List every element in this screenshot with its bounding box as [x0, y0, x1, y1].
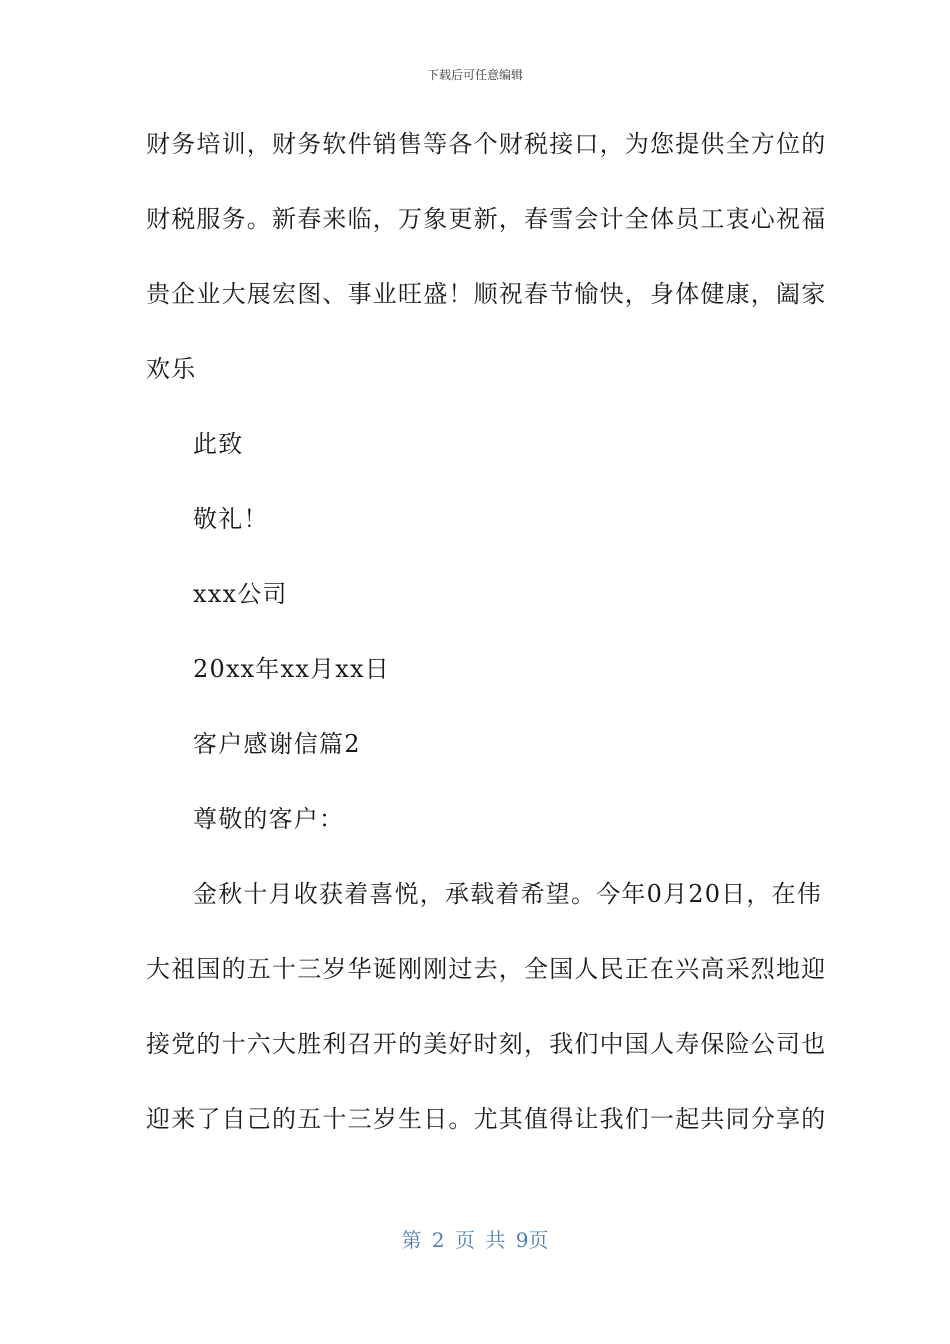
- body-line: 大祖国的五十三岁华诞刚刚过去，全国人民正在兴高采烈地迎: [146, 955, 827, 983]
- letter-greeting: 尊敬的客户：: [193, 805, 345, 833]
- page-header: 下载后可任意编辑: [426, 68, 523, 82]
- signature-date: 20xx年xx月xx日: [193, 655, 390, 683]
- closing-regards: 敬礼！: [193, 505, 269, 533]
- body-line: 迎来了自己的五十三岁生日。尤其值得让我们一起共同分享的: [146, 1105, 827, 1133]
- body-line: 贵企业大展宏图、事业旺盛！顺祝春节愉快，身体健康，阖家: [146, 280, 827, 308]
- body-line: 财税服务。新春来临，万象更新，春雪会计全体员工衷心祝福: [146, 205, 827, 233]
- body-line: 财务培训，财务软件销售等各个财税接口，为您提供全方位的: [146, 130, 827, 158]
- page-number: 第 2 页 共 9页: [401, 1228, 549, 1252]
- section-title: 客户感谢信篇2: [193, 730, 361, 758]
- body-line: 金秋十月收获着喜悦，承载着希望。今年0月20日，在伟: [193, 880, 823, 908]
- body-line: 欢乐: [146, 355, 197, 383]
- body-line: 接党的十六大胜利召开的美好时刻，我们中国人寿保险公司也: [146, 1030, 827, 1058]
- closing-salutation: 此致: [193, 430, 244, 458]
- signature-company: xxx公司: [193, 580, 288, 608]
